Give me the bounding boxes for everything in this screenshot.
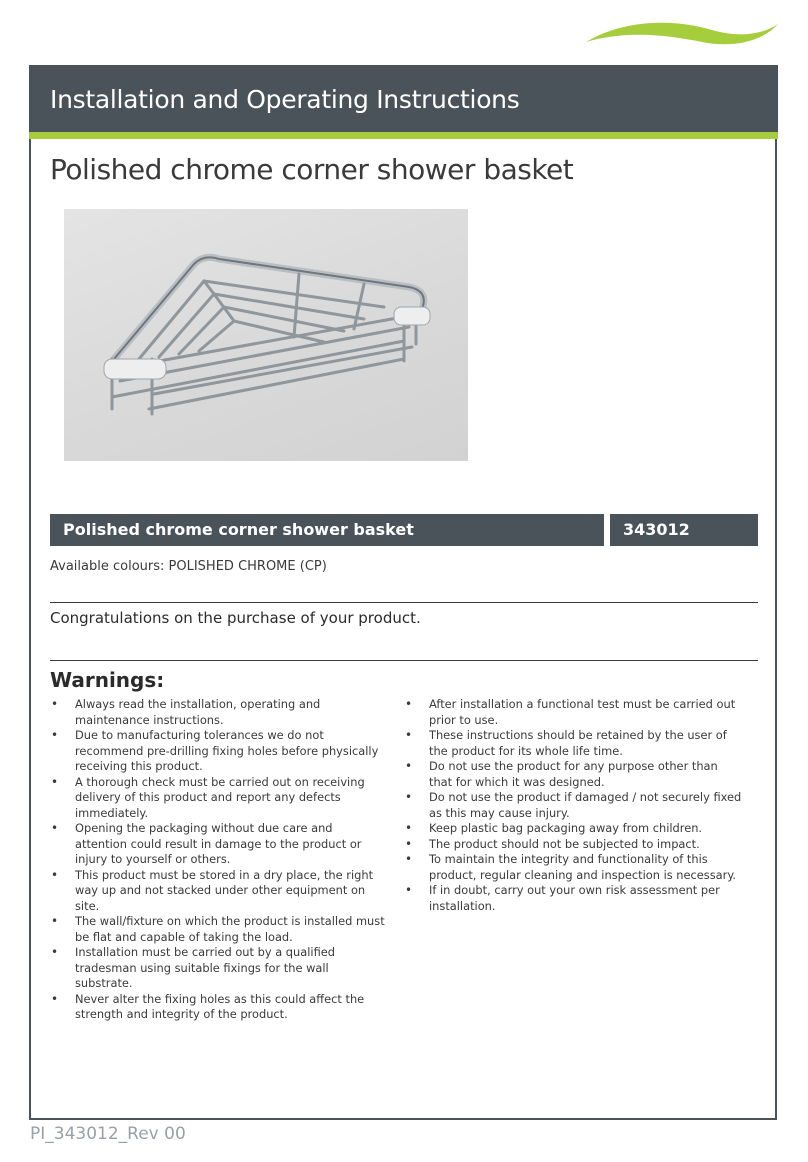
document-reference: PI_343012_Rev 00 <box>30 1124 186 1144</box>
warning-item: • To maintain the integrity and functionality of this product, regular cleaning and inspection is necessary. <box>404 852 742 883</box>
divider-warnings <box>50 660 758 661</box>
warning-item: • After installation a functional test must be carried out prior to use. <box>404 697 742 728</box>
shower-basket-illustration <box>64 209 468 461</box>
warnings-list-right <box>404 697 742 914</box>
warning-item: • These instructions should be retained by the user of the product for its whole life time. <box>404 728 742 759</box>
brand-swoosh-logo <box>582 16 782 50</box>
warning-item: • Never alter the fixing holes as this could affect the strength and integrity of the product. <box>50 992 388 1023</box>
warning-item: • Do not use the product if damaged / not securely fixed as this may cause injury. <box>404 790 742 821</box>
colours-value: POLISHED CHROME (CP) <box>168 559 327 574</box>
warning-item: • The wall/fixture on which the product is installed must be flat and capable of taking the load. <box>50 914 388 945</box>
warning-item: • The product should not be subjected to impact. <box>404 837 742 853</box>
header-accent-stripe <box>29 132 778 139</box>
warning-item: • Opening the packaging without due care and attention could result in damage to the product or injury to yourself or others. <box>50 821 388 868</box>
warning-item: • Keep plastic bag packaging away from children. <box>404 821 742 837</box>
divider-top <box>50 602 758 603</box>
product-name-bar: Polished chrome corner shower basket <box>50 514 604 546</box>
available-colours <box>50 559 327 574</box>
warning-item: • Always read the installation, operating and maintenance instructions. <box>50 697 388 728</box>
warning-item: • Due to manufacturing tolerances we do not recommend pre-drilling fixing holes before physically receiving this product. <box>50 728 388 775</box>
warning-item: • If in doubt, carry out your own risk assessment per installation. <box>404 883 742 914</box>
product-title: Polished chrome corner shower basket <box>50 153 574 186</box>
product-photo <box>64 209 468 461</box>
warning-item: • This product must be stored in a dry place, the right way up and not stacked under other equipment on site. <box>50 868 388 915</box>
warning-item: • Installation must be carried out by a qualified tradesman using suitable fixings for the wall substrate. <box>50 945 388 992</box>
colours-label: Available colours: <box>50 559 165 574</box>
product-code-bar: 343012 <box>610 514 758 546</box>
congratulations-text: Congratulations on the purchase of your product. <box>50 609 421 627</box>
warnings-heading: Warnings: <box>50 668 165 692</box>
warning-item: • A thorough check must be carried out on receiving delivery of this product and report any defects immediately. <box>50 775 388 822</box>
document-title: Installation and Operating Instructions <box>50 85 520 114</box>
warning-item: • Do not use the product for any purpose other than that for which it was designed. <box>404 759 742 790</box>
warnings-list-left <box>50 697 388 1023</box>
